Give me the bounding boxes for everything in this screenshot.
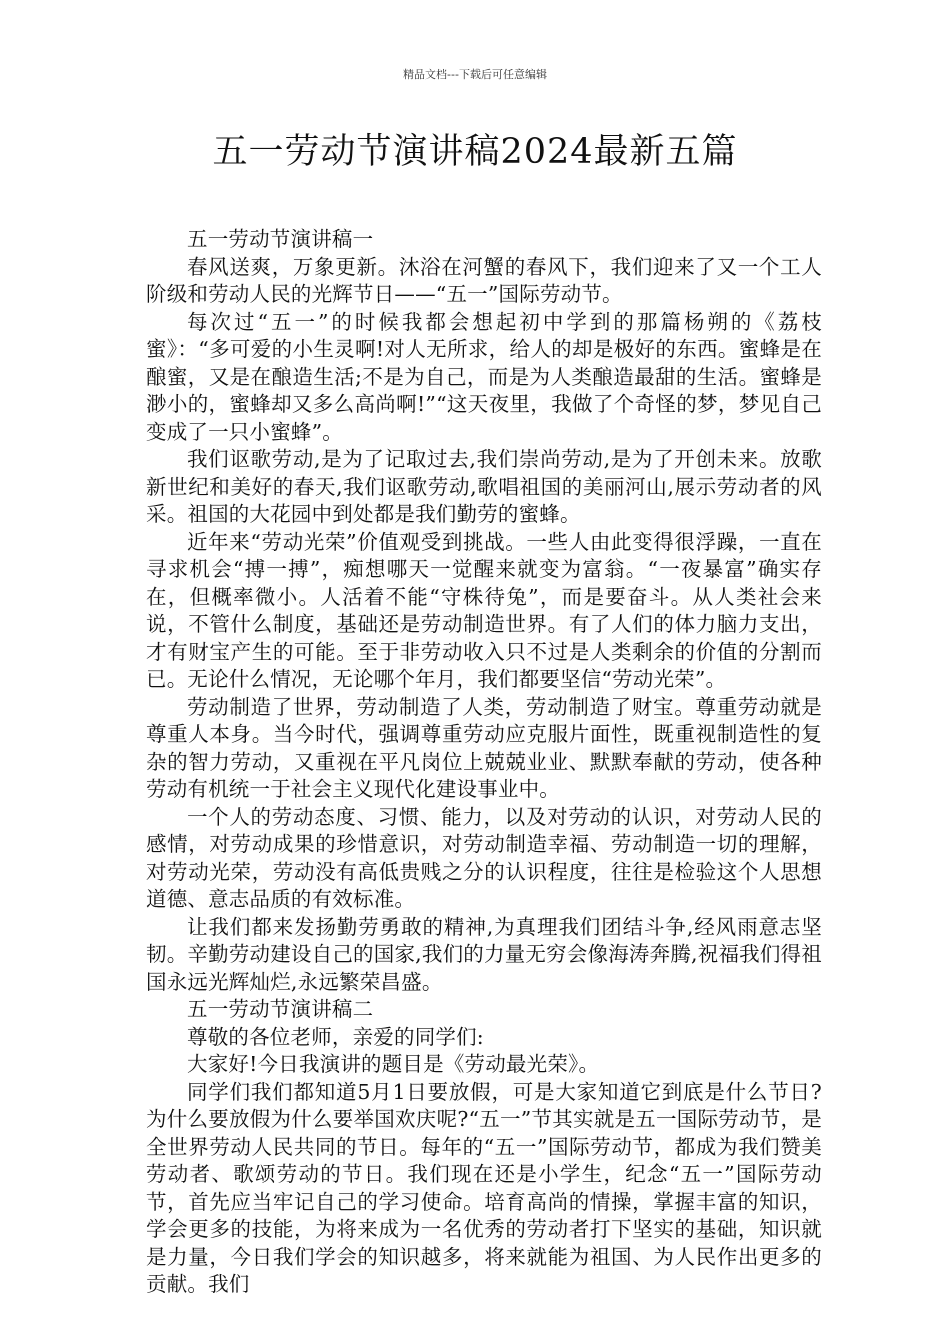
paragraph: 劳动制造了世界，劳动制造了人类，劳动制造了财宝。尊重劳动就是尊重人本身。当今时代，强调尊重劳动应克服片面性，既重视制造性的复杂的智力劳动，又重视在平凡岗位上兢兢业业、默默奉献的劳动，使各种劳动有机统一于社会主义现代化建设事业中。	[146, 694, 822, 801]
document-title: 五一劳动节演讲稿2024最新五篇	[212, 132, 738, 172]
paragraph: 同学们我们都知道5月1日要放假，可是大家知道它到底是什么节日?为什么要放假为什么要举国欢庆呢?“五一”节其实就是五一国际劳动节，是全世界劳动人民共同的节日。每年的“五一”国际劳动节，都成为我们赞美劳动者、歌颂劳动的节日。我们现在还是小学生，纪念“五一”国际劳动节，首先应当牢记自己的学习使命。培育高尚的情操，掌握丰富的知识，学会更多的技能，为将来成为一名优秀的劳动者打下坚实的基础，知识就是力量，今日我们学会的知识越多，将来就能为祖国、为人民作出更多的贡献。我们	[146, 1079, 822, 1296]
paragraph: 让我们都来发扬勤劳勇敢的精神,为真理我们团结斗争,经风雨意志坚韧。辛勤劳动建设自己的国家,我们的力量无穷会像海涛奔腾,祝福我们得祖国永远光辉灿烂,永远繁荣昌盛。	[146, 914, 822, 994]
paragraph: 我们讴歌劳动,是为了记取过去,我们崇尚劳动,是为了开创未来。放歌新世纪和美好的春天,我们讴歌劳动,歌唱祖国的美丽河山,展示劳动者的风采。祖国的大花园中到处都是我们勤劳的蜜蜂。	[146, 447, 822, 526]
section-heading-1: 五一劳动节演讲稿一	[187, 227, 374, 251]
salutation: 尊敬的各位老师，亲爱的同学们:	[187, 1024, 484, 1049]
header-note: 精品文档---下载后可任意编辑	[403, 68, 547, 81]
paragraph: 一个人的劳动态度、习惯、能力，以及对劳动的认识，对劳动人民的感情，对劳动成果的珍惜意识，对劳动制造幸福、劳动制造一切的理解，对劳动光荣，劳动没有高低贵贱之分的认识程度，往往是检验这个人思想道德、意志品质的有效标准。	[146, 804, 822, 911]
paragraph: 春风送爽，万象更新。沐浴在河蟹的春风下，我们迎来了又一个工人阶级和劳动人民的光辉节日——“五一”国际劳动节。	[146, 254, 822, 306]
paragraph: 近年来“劳动光荣”价值观受到挑战。一些人由此变得很浮躁，一直在寻求机会“搏一搏”，痴想哪天一觉醒来就变为富翁。“一夜暴富”确实存在，但概率微小。人活着不能“守株待兔”，而是要奋斗。从人类社会来说，不管什么制度，基础还是劳动制造世界。有了人们的体力脑力支出，才有财宝产生的可能。至于非劳动收入只不过是人类剩余的价值的分割而已。无论什么情况，无论哪个年月，我们都要坚信“劳动光荣”。	[146, 529, 822, 691]
section-heading-2: 五一劳动节演讲稿二	[187, 997, 374, 1021]
paragraph: 每次过“五一”的时候我都会想起初中学到的那篇杨朔的《荔枝蜜》：“多可爱的小生灵啊!对人无所求，给人的却是极好的东西。蜜蜂是在酿蜜，又是在酿造生活;不是为自己，而是为人类酿造最甜的生活。蜜蜂是渺小的，蜜蜂却又多么高尚啊!”“这天夜里，我做了个奇怪的梦，梦见自己变成了一只小蜜蜂”。	[146, 309, 822, 444]
document-body	[146, 226, 822, 1299]
paragraph: 大家好!今日我演讲的题目是《劳动最光荣》。	[187, 1052, 600, 1076]
